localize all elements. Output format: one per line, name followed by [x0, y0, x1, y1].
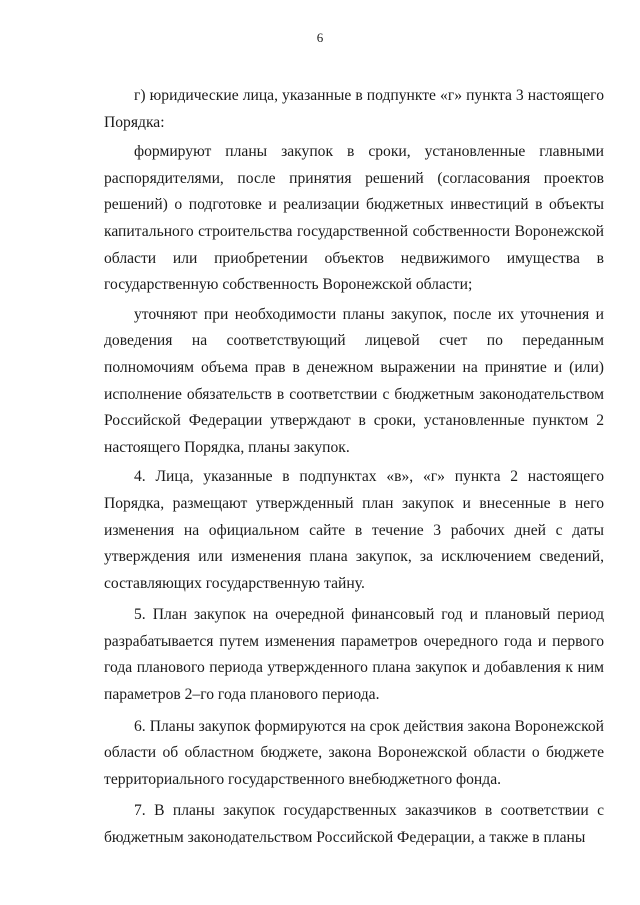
- paragraph-form-plans: формируют планы закупок в сроки, установленные главными распорядителями, после принятия решений (согласования проектов решений) о подготовке и реализации бюджетных инвестиций в объекты капитального строительства государственной собственности Воронежской области или приобретении объектов недвижимого имущества в государственную собственность Воронежской области;: [104, 143, 604, 294]
- paragraph-subitem-g: г) юридические лица, указанные в подпункте «г» пункта 3 настоящего Порядка:: [104, 87, 604, 131]
- paragraph-item-4: 4. Лица, указанные в подпунктах «в», «г» пункта 2 настоящего Порядка, размещают утвержденный план закупок и внесенные в него изменения на официальном сайте в течение 3 рабочих дней с даты утверждения или изменения плана закупок, за исключением сведений, составляющих государственную тайну.: [104, 468, 604, 592]
- page-number: 6: [316, 30, 324, 45]
- document-body: [104, 83, 604, 852]
- paragraph-item-6: 6. Планы закупок формируются на срок действия закона Воронежской области об областном бюджете, закона Воронежской области о бюджете территориального государственного внебюджетного фонда.: [104, 717, 604, 788]
- paragraph-item-7: 7. В планы закупок государственных заказчиков в соответствии с бюджетным законодательством Российской Федерации, а также в планы: [104, 802, 604, 847]
- paragraph-item-5: 5. План закупок на очередной финансовый год и плановый период разрабатывается путем изменения параметров очередного года и первого года планового периода утвержденного плана закупок и добавления к ним параметров 2–го года планового периода.: [104, 606, 604, 704]
- paragraph-clarify-plans: уточняют при необходимости планы закупок, после их уточнения и доведения на соответствующий лицевой счет по переданным полномочиям объема прав в денежном выражении на принятие и (или) исполнение обязательств в соответствии с бюджетным законодательством Российской Федерации утверждают в сроки, установленные пунктом 2 настоящего Порядка, планы закупок.: [104, 305, 604, 456]
